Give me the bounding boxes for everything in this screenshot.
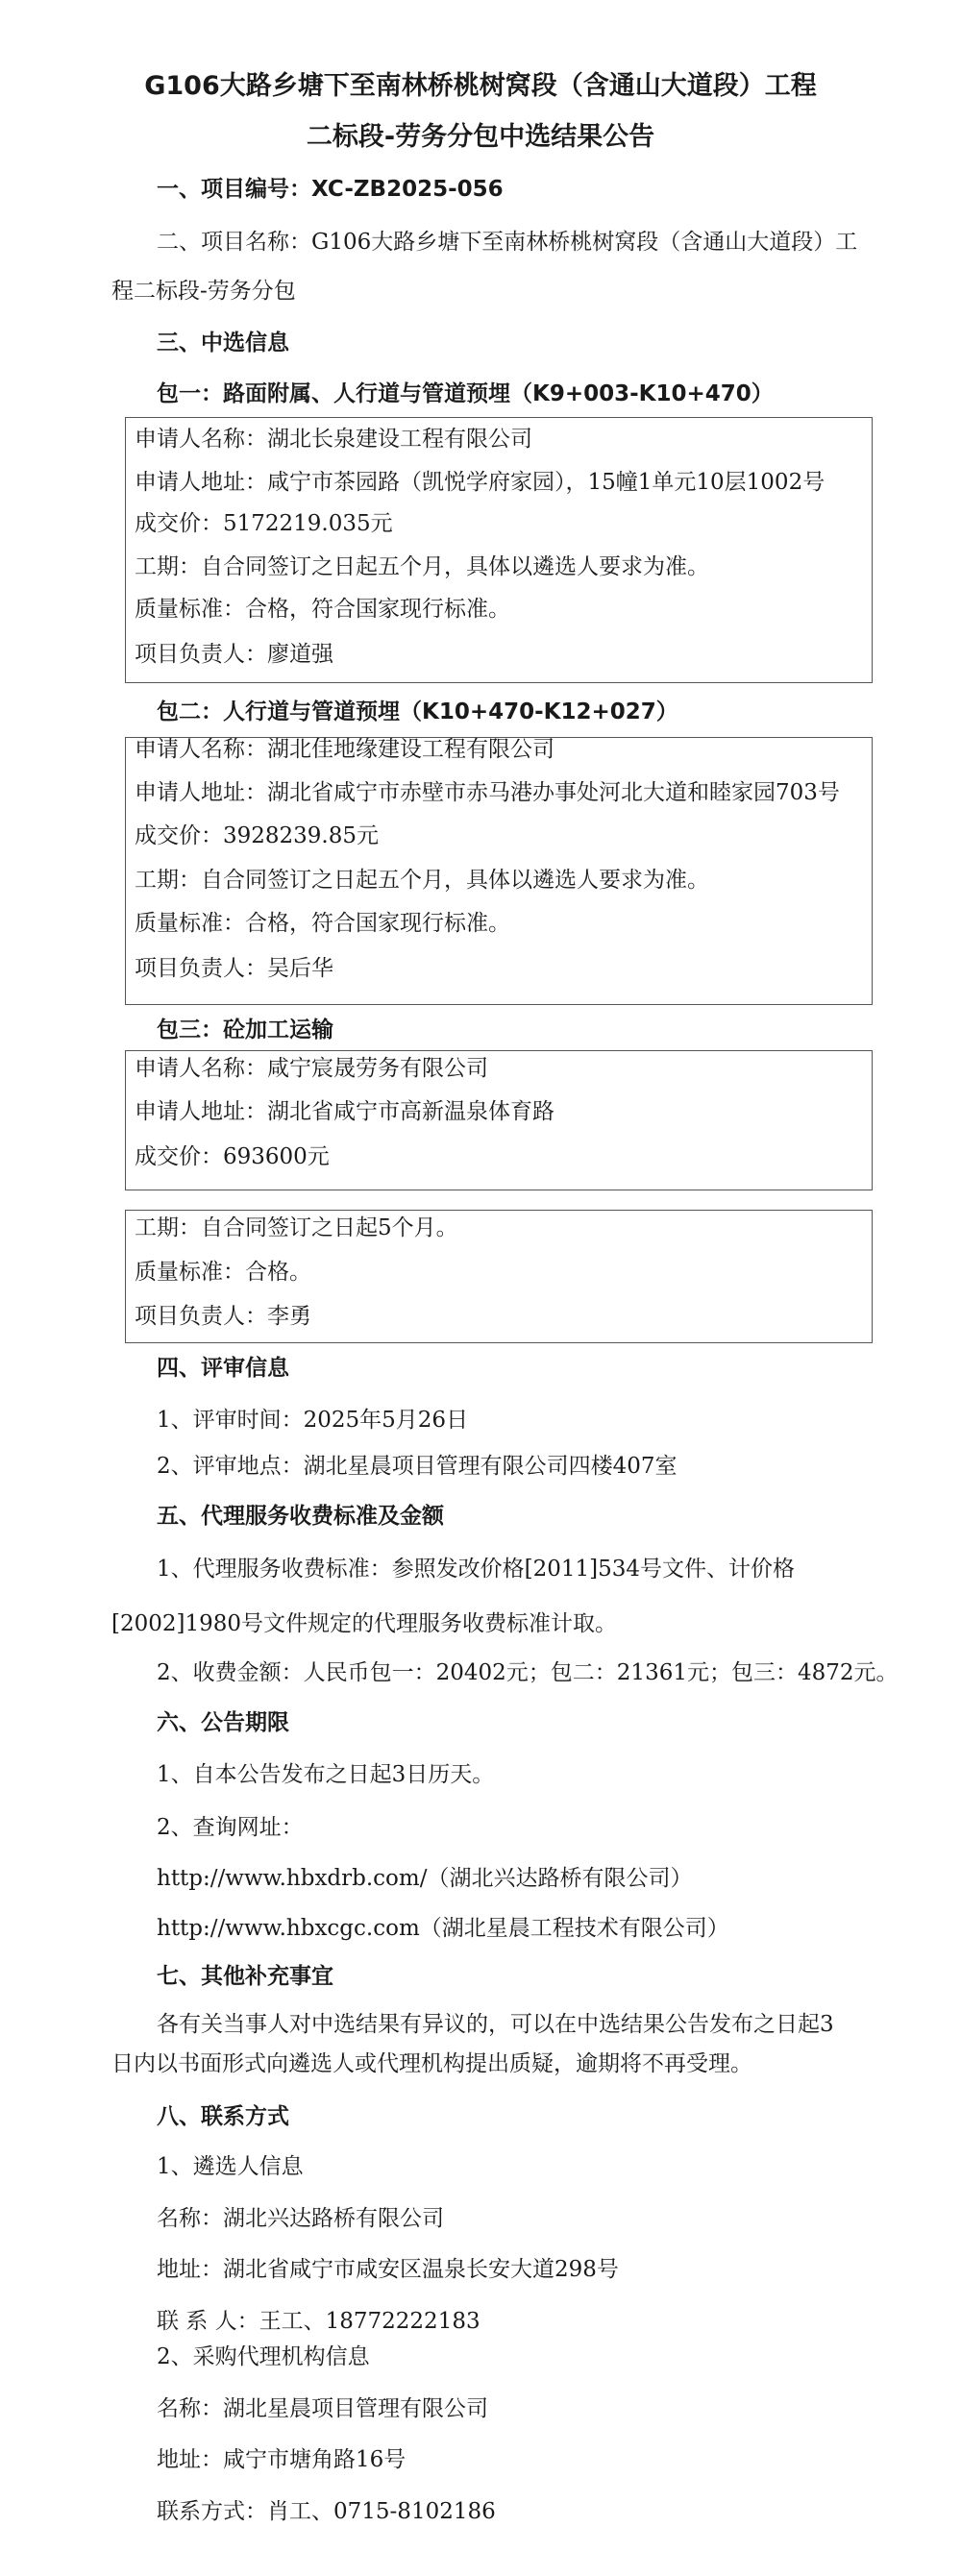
- package-3-line: 工期：自合同签订之日起5个月。: [135, 1215, 458, 1240]
- package-2-line: 申请人名称：湖北佳地缘建设工程有限公司: [135, 737, 554, 762]
- contact-line: 联系方式：肖工、0715-8102186: [157, 2499, 496, 2524]
- package-1-line: 质量标准：合格，符合国家现行标准。: [135, 597, 510, 622]
- package-3-line: 成交价：693600元: [135, 1144, 330, 1169]
- section-contact: 八、联系方式: [157, 2104, 289, 2129]
- fee-standard-line-2: [2002]1980号文件规定的代理服务收费标准计取。: [111, 1611, 618, 1636]
- query-url-link[interactable]: http://www.hbxdrb.com/（湖北兴达路桥有限公司）: [157, 1866, 693, 1891]
- package-1-line: 申请人名称：湖北长泉建设工程有限公司: [135, 427, 532, 452]
- contact-line: 名称：湖北兴达路桥有限公司: [157, 2206, 444, 2231]
- project-name-line-1: 二、项目名称：G106大路乡塘下至南林桥桃树窝段（含通山大道段）工: [157, 230, 858, 255]
- other-matters-line-1: 各有关当事人对中选结果有异议的，可以在中选结果公告发布之日起3: [157, 2012, 834, 2037]
- review-location: 2、评审地点：湖北星晨项目管理有限公司四楼407室: [157, 1454, 678, 1479]
- other-matters-line-2: 日内以书面形式向遴选人或代理机构提出质疑，逾期将不再受理。: [111, 2051, 752, 2076]
- package-1-line: 工期：自合同签订之日起五个月，具体以遴选人要求为准。: [135, 554, 709, 579]
- contact-line: 联 系 人：王工、18772222183: [157, 2309, 480, 2334]
- package-2-line: 工期：自合同签订之日起五个月，具体以遴选人要求为准。: [135, 868, 709, 893]
- package-3-heading: 包三：砼加工运输: [157, 1018, 333, 1043]
- contact-line: 名称：湖北星晨项目管理有限公司: [157, 2396, 488, 2421]
- review-time: 1、评审时间：2025年5月26日: [157, 1408, 469, 1433]
- package-1-line: 项目负责人：廖道强: [135, 642, 333, 667]
- package-3-line: 项目负责人：李勇: [135, 1304, 311, 1329]
- section-selection-info: 三、中选信息: [157, 331, 289, 356]
- section-notice-period: 六、公告期限: [157, 1710, 289, 1735]
- package-2-line: 质量标准：合格，符合国家现行标准。: [135, 911, 510, 936]
- package-3-line: 质量标准：合格。: [135, 1260, 311, 1285]
- title-line-2: 二标段-劳务分包中选结果公告: [306, 122, 655, 152]
- contact-line: 1、遴选人信息: [157, 2154, 304, 2179]
- package-2-heading: 包二：人行道与管道预埋（K10+470-K12+027）: [157, 699, 678, 724]
- package-1-line: 申请人地址：咸宁市茶园路（凯悦学府家园），15幢1单元10层1002号: [135, 470, 825, 495]
- project-name-line-2: 程二标段-劳务分包: [111, 279, 296, 304]
- fee-amount: 2、收费金额：人民币包一：20402元；包二：21361元；包三：4872元。: [157, 1660, 899, 1685]
- package-2-line: 申请人地址：湖北省咸宁市赤壁市赤马港办事处河北大道和睦家园703号: [135, 780, 840, 805]
- query-url-link[interactable]: http://www.hbxcgc.com（湖北星晨工程技术有限公司）: [157, 1916, 729, 1941]
- package-2-line: 成交价：3928239.85元: [135, 823, 380, 848]
- package-3-line: 申请人地址：湖北省咸宁市高新温泉体育路: [135, 1099, 554, 1124]
- query-url-label: 2、查询网址：: [157, 1815, 304, 1840]
- section-other-matters: 七、其他补充事宜: [157, 1964, 333, 1989]
- fee-standard-line-1: 1、代理服务收费标准：参照发改价格[2011]534号文件、计价格: [157, 1557, 796, 1582]
- contact-line: 地址：咸宁市塘角路16号: [157, 2447, 407, 2472]
- contact-line: 地址：湖北省咸宁市咸安区温泉长安大道298号: [157, 2257, 619, 2282]
- contact-line: 2、采购代理机构信息: [157, 2344, 370, 2369]
- package-3-line: 申请人名称：咸宁宸晟劳务有限公司: [135, 1056, 488, 1081]
- package-1-line: 成交价：5172219.035元: [135, 511, 393, 536]
- package-1-heading: 包一：路面附属、人行道与管道预埋（K9+003-K10+470）: [157, 381, 774, 406]
- notice-period: 1、自本公告发布之日起3日历天。: [157, 1762, 495, 1787]
- section-review-info: 四、评审信息: [157, 1356, 289, 1381]
- title-line-1: G106大路乡塘下至南林桥桃树窝段（含通山大道段）工程: [144, 71, 817, 101]
- section-agency-fee: 五、代理服务收费标准及金额: [157, 1504, 444, 1529]
- package-2-line: 项目负责人：吴后华: [135, 956, 333, 981]
- project-number: 一、项目编号：XC-ZB2025-056: [157, 177, 504, 202]
